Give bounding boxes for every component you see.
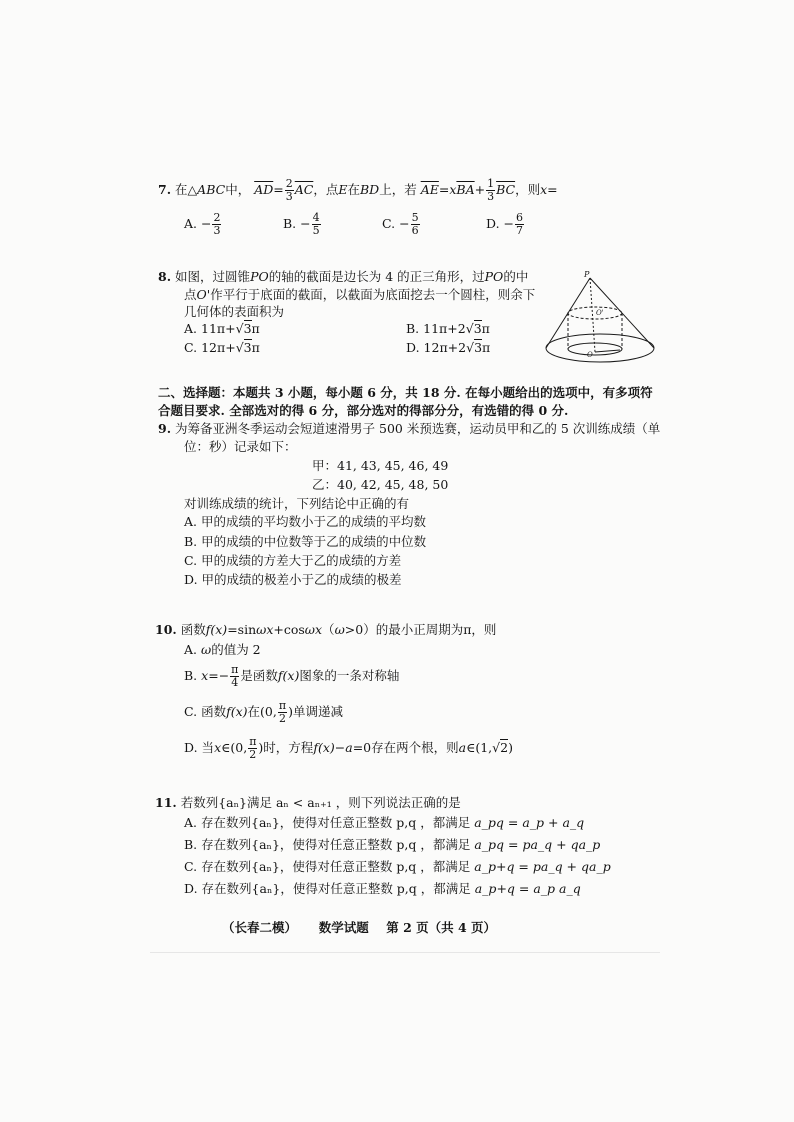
q8-option-a[interactable]: A. 11π+√3π <box>184 321 260 336</box>
cone-axis <box>590 278 595 352</box>
q11-option-c[interactable]: C. 存在数列{aₙ}，使得对任意正整数 p,q ，都满足 a_p+q = pa_q + qa_p <box>184 859 611 874</box>
bottom-divider <box>150 952 660 953</box>
fraction-1-3: $\frac{1}{3}$ <box>487 177 495 203</box>
q8-option-b[interactable]: B. 11π+2√3π <box>406 321 490 336</box>
vector-ad: $\overline{AD}$ <box>254 182 274 197</box>
section2-line2: 合题目要求. 全部选对的得 6 分，部分选对的得部分分，有选错的得 0 分. <box>158 403 569 418</box>
radius-line <box>595 350 620 352</box>
footer-page: 第 2 页（共 4 页） <box>386 920 497 935</box>
q9-stem-line3: 对训练成绩的统计，下列结论中正确的有 <box>184 496 410 511</box>
footer-subject: 数学试题 <box>318 920 369 935</box>
q8-option-d[interactable]: D. 12π+2√3π <box>406 340 491 355</box>
q7-option-d[interactable]: D. − $\frac{6}{7}$ <box>486 211 524 237</box>
q11-number: 11. <box>155 795 177 810</box>
label-o-prime: O' <box>596 309 604 317</box>
q7-plus: + <box>474 182 486 197</box>
var-x: x <box>540 182 548 197</box>
label-p: P <box>584 270 590 279</box>
q8-stem-line1: 8. 如图，过圆锥PO的轴的截面是边长为 4 的正三角形，过PO的中 <box>158 269 529 284</box>
q7-triangle: ABC <box>197 182 226 197</box>
q7-option-a[interactable]: A. − $\frac{2}{3}$ <box>184 211 221 237</box>
page-footer <box>222 918 496 936</box>
q8-stem-line2: 点O'作平行于底面的截面，以截面为底面挖去一个圆柱，则余下 <box>184 287 536 302</box>
q9-option-b[interactable]: B. 甲的成绩的中位数等于乙的成绩的中位数 <box>184 534 427 549</box>
section2-line1: 二、选择题：本题共 3 小题，每小题 6 分，共 18 分. 在每小题给出的选项中，有多项符 <box>158 385 653 400</box>
q7-text: 在△ <box>175 182 198 197</box>
q9-option-a[interactable]: A. 甲的成绩的平均数小于乙的成绩的平均数 <box>184 514 426 529</box>
label-o: O <box>587 351 593 359</box>
q7-stem <box>158 178 558 203</box>
cylinder-top <box>568 307 622 319</box>
q10-number: 10. <box>155 622 177 637</box>
cone-base <box>546 334 654 362</box>
q7-text: 上，若 <box>379 182 417 197</box>
point-e: E <box>338 182 348 197</box>
q7-number: 7. <box>158 182 172 197</box>
q9-stem-line2: 位：秒）记录如下： <box>184 439 297 454</box>
q7-eq: = <box>547 182 558 197</box>
q11-option-a[interactable]: A. 存在数列{aₙ}，使得对任意正整数 p,q ，都满足 a_pq = a_p + a_q <box>184 815 585 830</box>
q10-option-a[interactable]: A. ω的值为 2 <box>184 642 261 657</box>
vector-ba: $\overline{BA}$ <box>456 182 475 197</box>
q7-text: 在 <box>347 182 360 197</box>
q7-option-c[interactable]: C. − $\frac{5}{6}$ <box>382 211 419 237</box>
q10-stem: 10. 函数f(x)=sinωx+cosωx（ω>0）的最小正周期为π，则 <box>155 622 497 637</box>
q7-option-b[interactable]: B. − $\frac{4}{5}$ <box>283 211 320 237</box>
q11-option-b[interactable]: B. 存在数列{aₙ}，使得对任意正整数 p,q ，都满足 a_pq = pa_q + qa_p <box>184 837 601 852</box>
q9-data-jia: 甲：41, 43, 45, 46, 49 <box>312 458 449 473</box>
cylinder-bottom <box>568 343 622 355</box>
q9-number: 9. <box>158 421 172 436</box>
q9-option-d[interactable]: D. 甲的成绩的极差小于乙的成绩的极差 <box>184 572 402 587</box>
q11-option-d[interactable]: D. 存在数列{aₙ}，使得对任意正整数 p,q ，都满足 a_p+q = a_p a_q <box>184 881 581 896</box>
q7-text: ，点 <box>313 182 339 197</box>
q9-stem-line1: 9. 为筹备亚洲冬季运动会短道速滑男子 500 米预选赛，运动员甲和乙的 5 次训练成绩（单 <box>158 421 661 436</box>
vector-ae: $\overline{AE}$ <box>420 182 439 197</box>
q8-stem-line3: 几何体的表面积为 <box>184 304 285 319</box>
segment-bd: BD <box>359 182 380 197</box>
q8-option-c[interactable]: C. 12π+√3π <box>184 340 260 355</box>
q7-text: 中， <box>225 182 251 197</box>
cone-figure <box>540 268 664 376</box>
q7-eq: = <box>273 182 284 197</box>
q10-option-d[interactable]: D. 当x∈(0, $\frac{\pi}{2}$ )时，方程f(x)−a=0存在两个根，则a∈(1,√2) <box>184 735 513 761</box>
vector-bc: $\overline{BC}$ <box>496 182 516 197</box>
q10-option-b[interactable]: B. x=− $\frac{\pi}{4}$ 是函数f(x)图象的一条对称轴 <box>184 663 400 689</box>
q7-text: ，则 <box>515 182 541 197</box>
footer-exam: （长春二模） <box>222 920 298 935</box>
q9-option-c[interactable]: C. 甲的成绩的方差大于乙的成绩的方差 <box>184 553 402 568</box>
q11-stem: 11. 若数列{aₙ}满足 aₙ < aₙ₊₁ ，则下列说法正确的是 <box>155 795 461 810</box>
q10-option-c[interactable]: C. 函数f(x)在(0, $\frac{\pi}{2}$ )单调递减 <box>184 699 343 725</box>
vector-ac: $\overline{AC}$ <box>294 182 314 197</box>
q9-data-yi: 乙：40, 42, 45, 48, 50 <box>312 477 449 492</box>
var-x: x <box>449 182 457 197</box>
fraction-2-3: $\frac{2}{3}$ <box>285 177 293 203</box>
q8-number: 8. <box>158 269 172 284</box>
q7-eq: = <box>438 182 450 197</box>
